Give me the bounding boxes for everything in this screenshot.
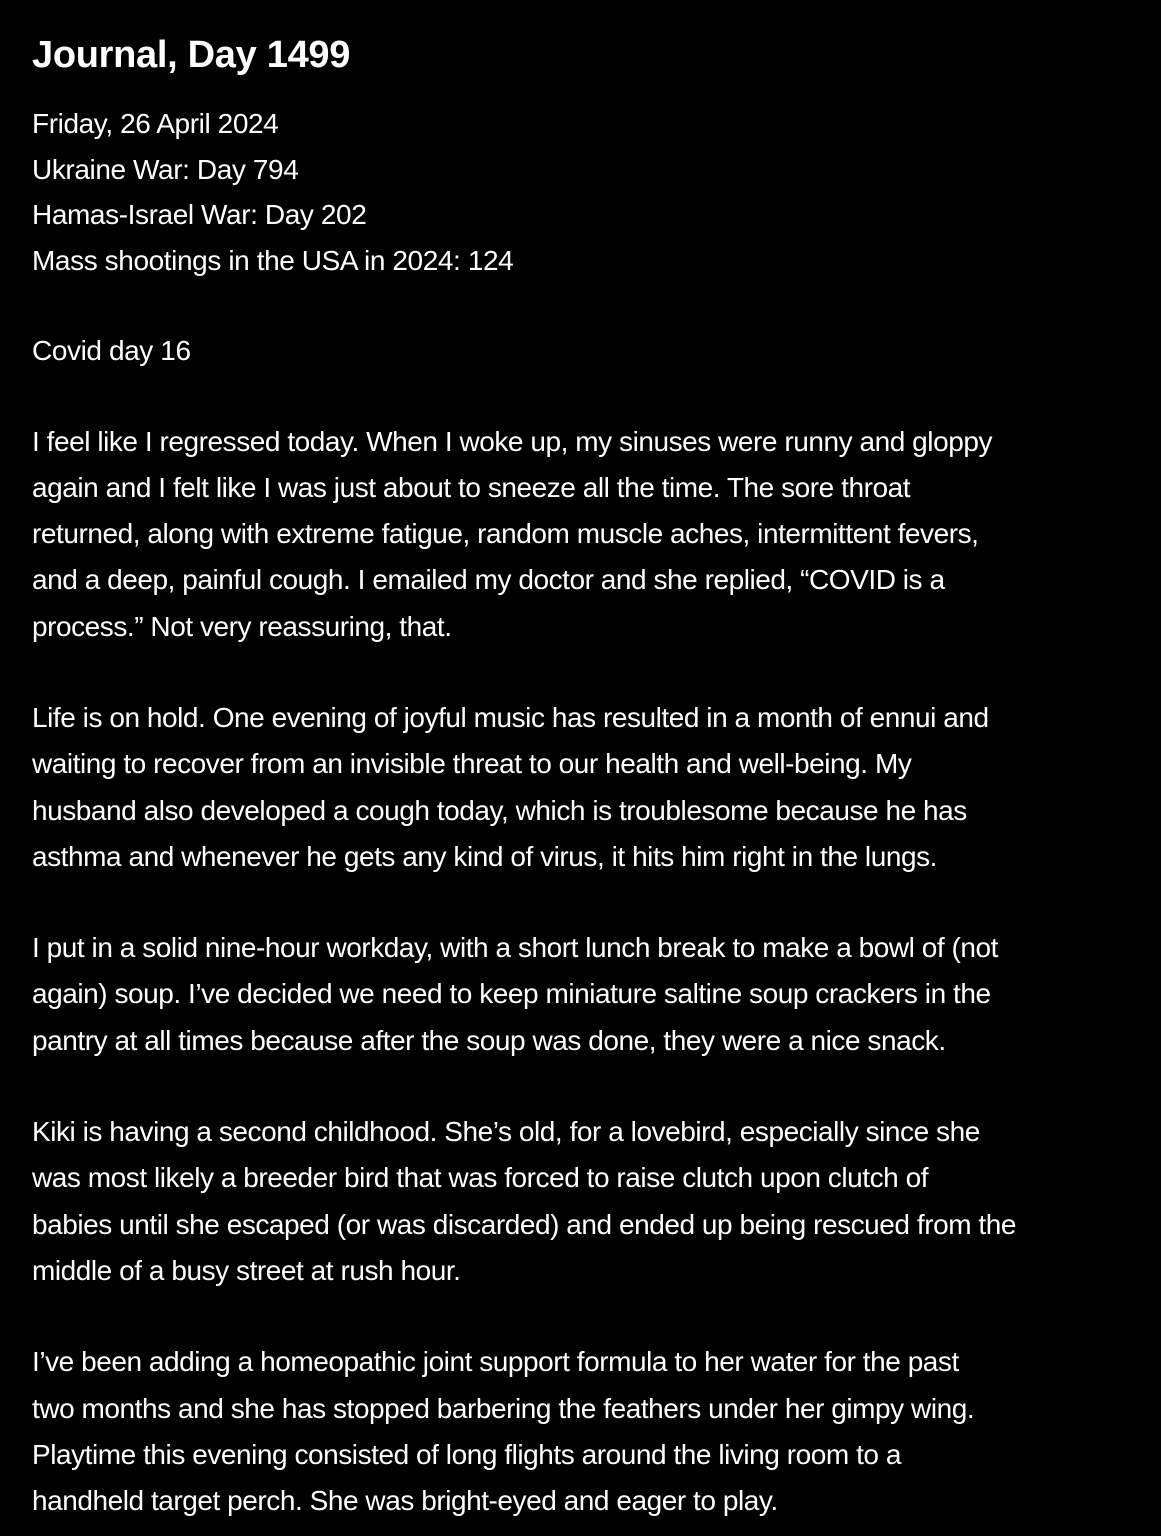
paragraph-symptoms: [32, 419, 1129, 650]
paragraph-line: again and I felt like I was just about to sneeze all the time. The sore throat: [32, 471, 911, 503]
entry-date: Friday, 26 April 2024: [32, 108, 279, 139]
paragraph-line: process.” Not very reassuring, that.: [32, 610, 452, 642]
paragraph-line: was most likely a breeder bird that was forced to raise clutch upon clutch of: [32, 1162, 929, 1194]
page-title: Journal, Day 1499: [32, 34, 351, 76]
paragraph-line: middle of a busy street at rush hour.: [32, 1254, 461, 1286]
paragraph-line: asthma and whenever he gets any kind of virus, it hits him right in the lungs.: [32, 840, 937, 872]
mass-shootings-counter: Mass shootings in the USA in 2024: 124: [32, 244, 514, 276]
paragraph-line: I put in a solid nine-hour workday, with a short lunch break to make a bowl of (not: [32, 932, 998, 964]
paragraph-line: husband also developed a cough today, which is troublesome because he has: [32, 794, 967, 826]
paragraph-workday: [32, 925, 1129, 1064]
hamas-israel-war-counter: Hamas-Israel War: Day 202: [32, 199, 367, 230]
paragraph-line: returned, along with extreme fatigue, random muscle aches, intermittent fevers,: [32, 518, 979, 550]
paragraph-playtime: [32, 1339, 1129, 1524]
paragraph-line: and a deep, painful cough. I emailed my doctor and she replied, “COVID is a: [32, 564, 945, 596]
paragraph-line: I feel like I regressed today. When I woke up, my sinuses were runny and gloppy: [32, 425, 992, 457]
paragraph-line: babies until she escaped (or was discarded) and ended up being rescued from the: [32, 1208, 1016, 1240]
paragraph-line: waiting to recover from an invisible threat to our health and well-being. My: [32, 748, 912, 780]
paragraph-line: again) soup. I’ve decided we need to keep miniature saltine soup crackers in the: [32, 978, 991, 1010]
ukraine-war-counter: Ukraine War: Day 794: [32, 153, 299, 185]
paragraph-line: Playtime this evening consisted of long flights around the living room to a: [32, 1438, 901, 1470]
covid-day-counter: Covid day 16: [32, 335, 191, 366]
paragraph-line: handheld target perch. She was bright-eyed and eager to play.: [32, 1485, 778, 1517]
paragraph-line: I’ve been adding a homeopathic joint support formula to her water for the past: [32, 1346, 959, 1378]
paragraph-line: two months and she has stopped barbering the feathers under her gimpy wing.: [32, 1392, 975, 1424]
paragraph-line: pantry at all times because after the soup was done, they were a nice snack.: [32, 1024, 946, 1056]
journal-meta: [32, 101, 1129, 283]
paragraph-life-on-hold: [32, 695, 1129, 880]
paragraph-kiki: [32, 1109, 1129, 1294]
paragraph-line: Kiki is having a second childhood. She’s old, for a lovebird, especially since she: [32, 1116, 980, 1148]
paragraph-line: Life is on hold. One evening of joyful music has resulted in a month of ennui and: [32, 701, 989, 733]
